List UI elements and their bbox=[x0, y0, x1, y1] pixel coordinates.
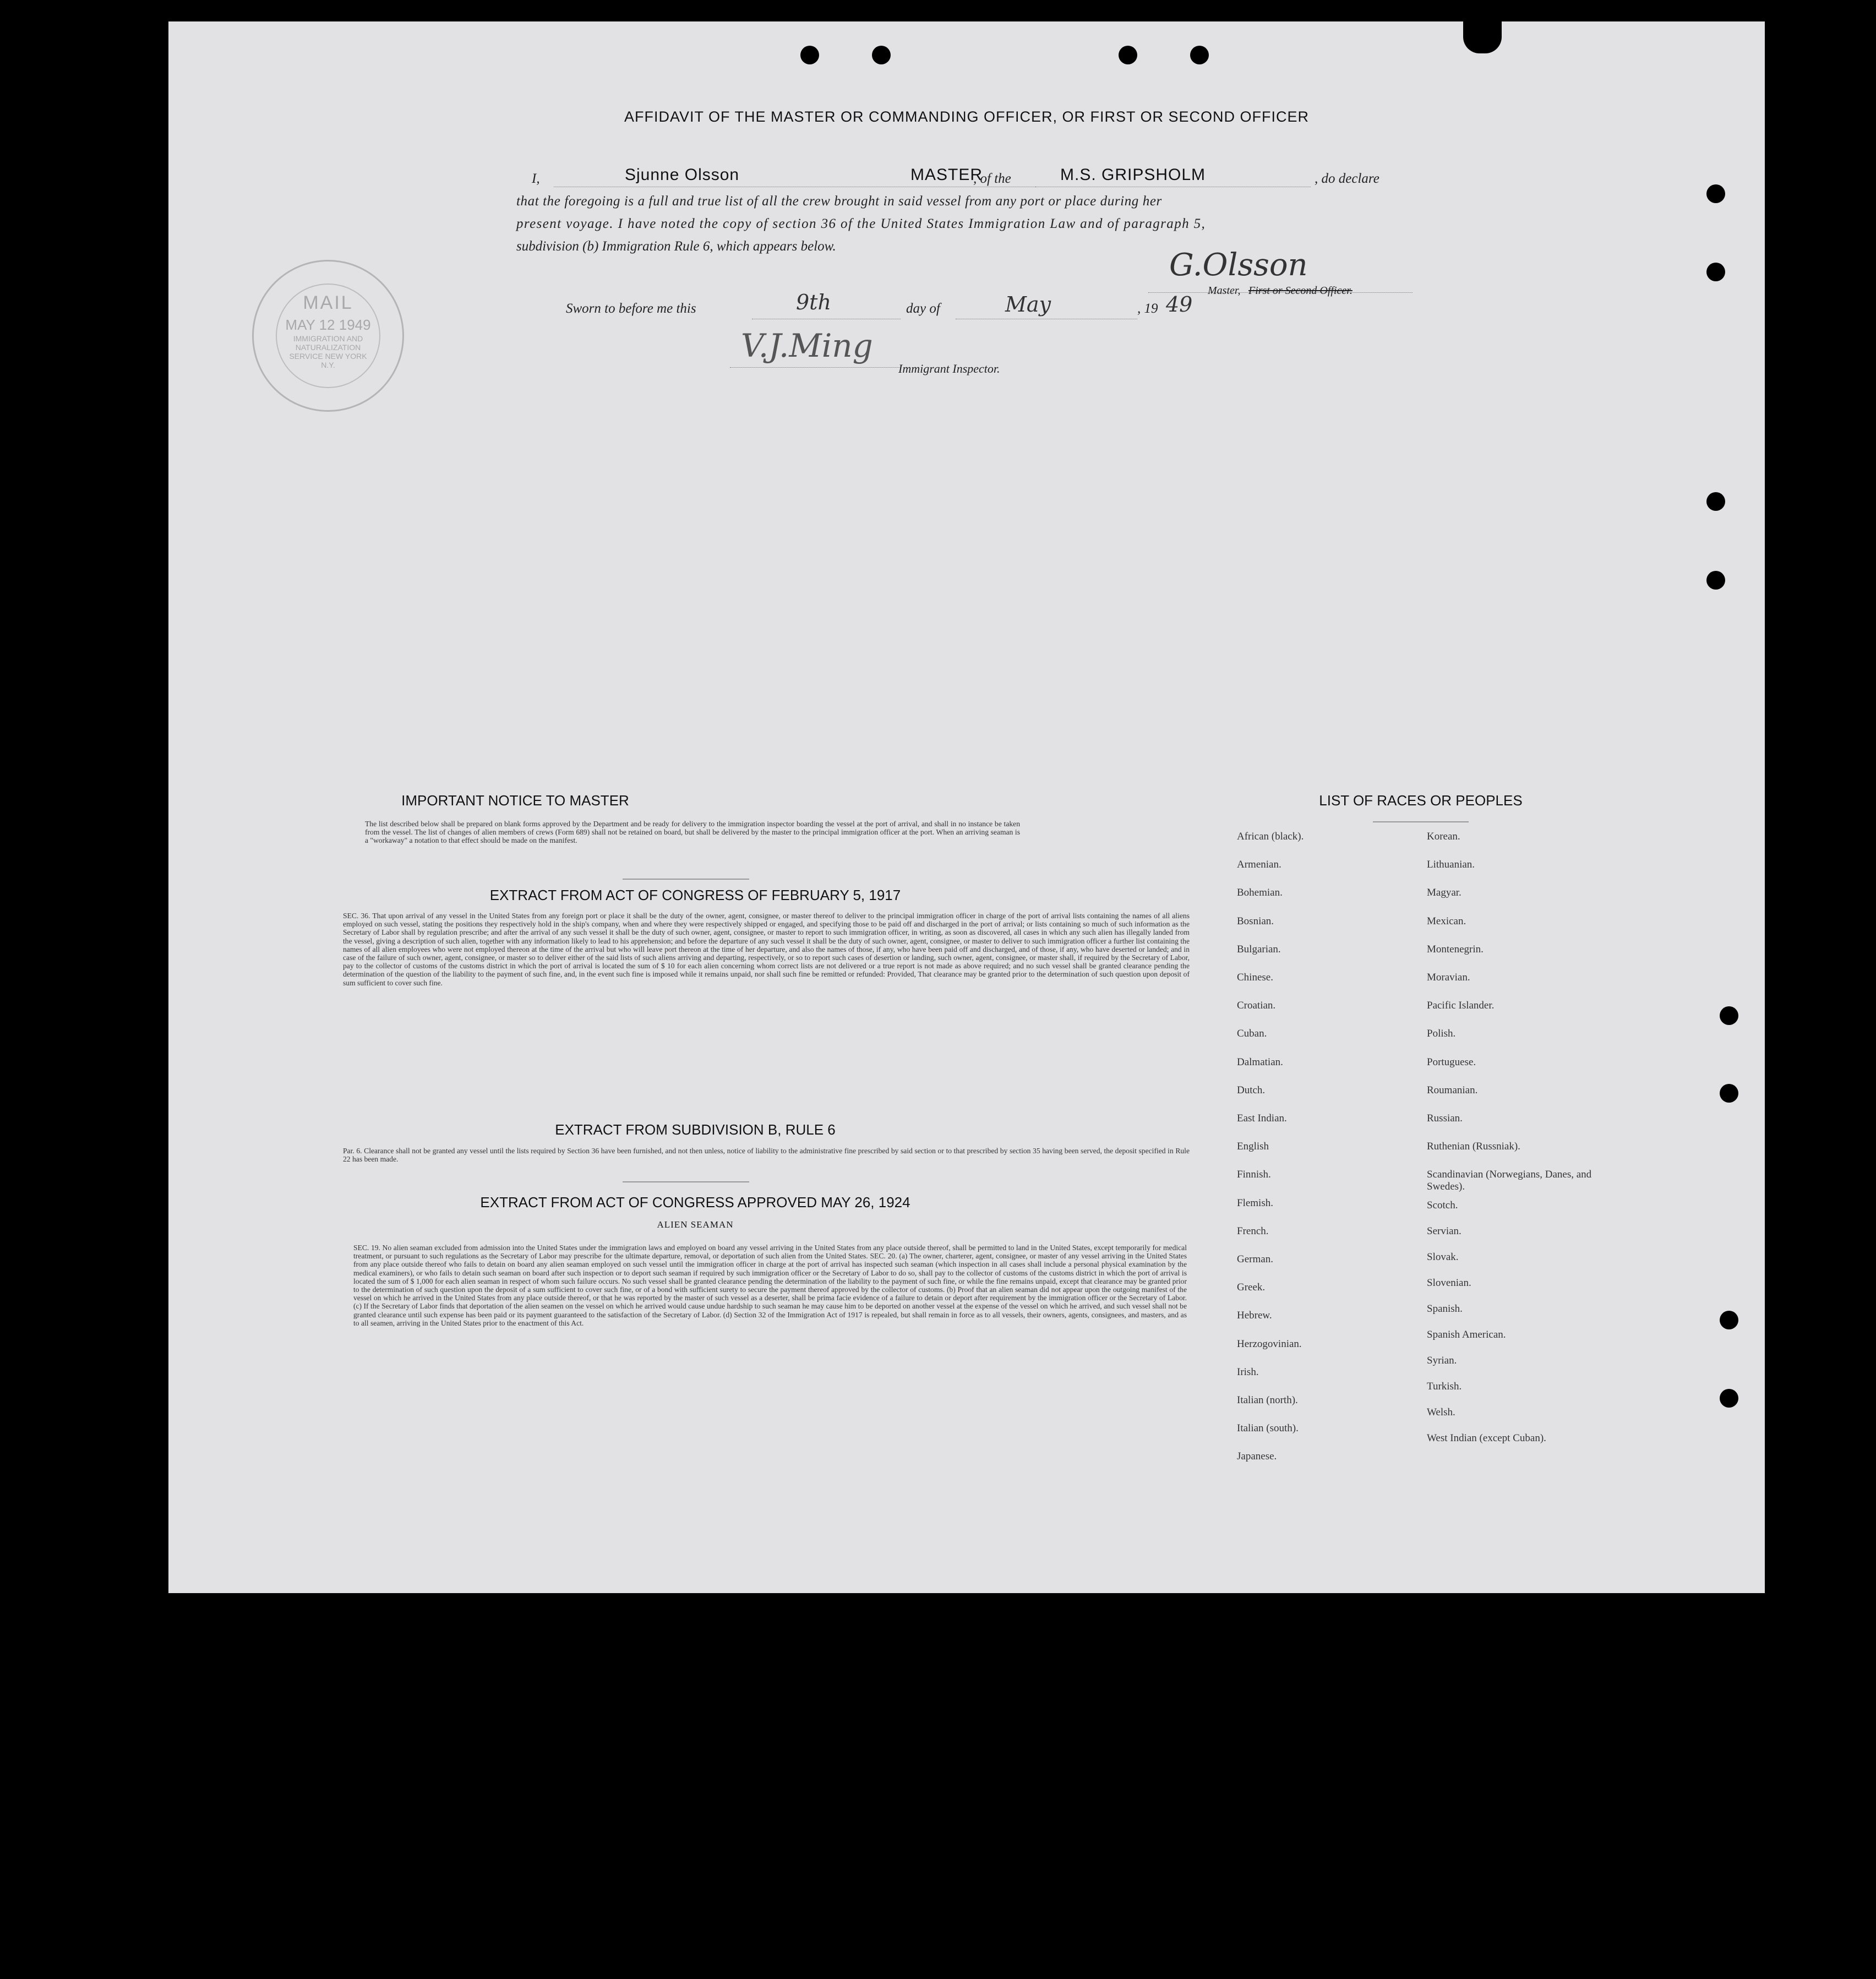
race-item: Moravian. bbox=[1427, 972, 1470, 983]
vessel-name: M.S. GRIPSHOLM bbox=[1060, 166, 1206, 184]
race-item: Montenegrin. bbox=[1427, 943, 1484, 955]
race-item: Italian (south). bbox=[1237, 1422, 1299, 1435]
sworn-label: Sworn to before me this bbox=[566, 301, 696, 316]
extract-1924-title: EXTRACT FROM ACT OF CONGRESS APPROVED MAY 26, 1924 bbox=[480, 1194, 910, 1211]
punch-hole bbox=[1706, 184, 1725, 203]
punch-hole bbox=[1119, 46, 1137, 64]
race-item: Russian. bbox=[1427, 1113, 1463, 1124]
race-item: Roumanian. bbox=[1427, 1084, 1478, 1096]
race-item: Flemish. bbox=[1237, 1197, 1273, 1209]
race-item: Chinese. bbox=[1237, 972, 1273, 983]
race-item: German. bbox=[1237, 1253, 1273, 1265]
race-item: English bbox=[1237, 1141, 1269, 1153]
punch-hole bbox=[1720, 1084, 1738, 1103]
of-the-label: , of the bbox=[973, 171, 1011, 186]
year-suffix: 49 bbox=[1166, 292, 1193, 317]
punch-hole bbox=[1190, 46, 1209, 64]
race-item: Japanese. bbox=[1237, 1451, 1277, 1463]
master-rank: MASTER bbox=[910, 166, 983, 184]
affidavit-title: AFFIDAVIT OF THE MASTER OR COMMANDING OFFICER, OR FIRST OR SECOND OFFICER bbox=[624, 108, 1310, 125]
race-item: Mexican. bbox=[1427, 915, 1466, 927]
race-item: Finnish. bbox=[1237, 1169, 1271, 1181]
race-item: Croatian. bbox=[1237, 1000, 1276, 1012]
races-title: LIST OF RACES OR PEOPLES bbox=[1319, 792, 1523, 809]
inspector-signature: V.J.Ming bbox=[741, 327, 873, 364]
race-item: Slovak. bbox=[1427, 1251, 1459, 1263]
day-of-label: day of bbox=[906, 301, 940, 316]
affidavit-line-2: that the foregoing is a full and true list of all the crew brought in said vessel from any port or place during her bbox=[516, 194, 1162, 209]
punch-hole bbox=[1720, 1006, 1738, 1025]
race-item: Scotch. bbox=[1427, 1200, 1458, 1212]
race-item: French. bbox=[1237, 1225, 1269, 1237]
punch-hole bbox=[1720, 1311, 1738, 1329]
race-item: Italian (north). bbox=[1237, 1394, 1298, 1406]
document-page bbox=[168, 21, 1765, 1593]
race-item: African (black). bbox=[1237, 831, 1304, 842]
extract-1917-title: EXTRACT FROM ACT OF CONGRESS OF FEBRUARY 5, 1917 bbox=[489, 887, 901, 903]
race-item: Scandinavian (Norwegians, Danes, and Swedes). bbox=[1427, 1169, 1592, 1193]
race-item: Cuban. bbox=[1237, 1028, 1267, 1040]
race-item: Lithuanian. bbox=[1427, 859, 1475, 871]
race-item: Bohemian. bbox=[1237, 887, 1283, 899]
punch-hole bbox=[1706, 571, 1725, 590]
punch-hole bbox=[872, 46, 891, 64]
page-notch bbox=[1463, 20, 1502, 53]
extract-1924-text: SEC. 19. No alien seaman excluded from admission into the United States under the immigration laws and employed on board any vessel arriving in the United States from any place outside thereof, shall be permitted to land in the United States, except temporarily for medical treatment, or pursuant to such regulations as the Secretary of Labor may prescribe for the ultimate departure, removal, or deportation of such alien from the United States. SEC. 20. (a) The owner, charterer, agent, consignee, or master of any vessel arriving in the United States from any place outside thereof who fails to detain on board any alien seaman employed on such vessel until the immigration officer in charge at the port of arrival has inspected such seaman (which inspection in all cases shall include a personal physical examination by the medical examiners), or who fails to detain such seaman on board after such inspection or to deport such seaman if required by such immigration officer or the Secretary of Labor to do so, shall pay to the collector of customs of the customs district in which the port of arrival is located the sum of $ 1,000 for each alien seaman in respect of whom such failure occurs. No such vessel shall be granted clearance pending the determination of the liability to the payment of such fine, or while the fine remains unpaid, except that clearance may be granted prior to the determination of such question upon the deposit of a sum sufficient to cover such fine, or of a bond with sufficient surety to secure the payment thereof approved by the collector of customs. (b) Proof that an alien seaman did not appear upon the outgoing manifest of the vessel on which he arrived in the United States from any place outside thereof, or that he was reported by the master of such vessel as a deserter, shall be prima facie evidence of a failure to detain or deport after requirement by the immigration officer or the Secretary of Labor. (c) If the Secretary of Labor finds that deportation of the alien seamen on the vessel on which he arrived would cause undue hardship to such seaman he may cause him to be deported on another vessel at the expense of the vessel on which he arrived, and such vessel shall not be granted clearance until such expense has been paid or its payment guaranteed to the satisfaction of the Secretary of Labor. (d) Section 32 of the Immigration Act of 1917 is repealed, but shall remain in force as to all vessels, their owners, agents, consignees, and masters, and as to all seamen, arriving in the United States prior to the enactment of this Act. bbox=[353, 1244, 1187, 1327]
master-name: Sjunne Olsson bbox=[625, 166, 740, 184]
race-item: Bulgarian. bbox=[1237, 943, 1281, 955]
race-item: Ruthenian (Russniak). bbox=[1427, 1141, 1520, 1153]
race-item: Dutch. bbox=[1237, 1084, 1266, 1096]
extract-rule6-text: Par. 6. Clearance shall not be granted any vessel until the lists required by Section 36 have been furnished, and not then unless, notice of liability to the administrative fine prescribed by said section or to that prescribed by section 35 having been served, the deposit specified in Rule 22 has been made. bbox=[343, 1147, 1190, 1164]
affidavit-line-4: subdivision (b) Immigration Rule 6, which appears below. bbox=[516, 239, 836, 254]
race-item: East Indian. bbox=[1237, 1113, 1287, 1124]
race-item: Pacific Islander. bbox=[1427, 1000, 1495, 1012]
mail-postmark-stamp bbox=[252, 260, 404, 412]
stamp-date: MAY 12 1949 bbox=[285, 317, 371, 333]
notice-title: IMPORTANT NOTICE TO MASTER bbox=[401, 792, 629, 809]
punch-hole bbox=[800, 46, 819, 64]
race-item: Herzogovinian. bbox=[1237, 1338, 1302, 1350]
affidavit-i-label: I, bbox=[532, 171, 540, 186]
master-label: Master, bbox=[1208, 285, 1241, 297]
race-item: Greek. bbox=[1237, 1282, 1266, 1294]
race-item: Turkish. bbox=[1427, 1381, 1462, 1393]
race-item: West Indian (except Cuban). bbox=[1427, 1432, 1546, 1444]
extract-1917-text: SEC. 36. That upon arrival of any vessel in the United States from any foreign port or place it shall be the duty of the owner, agent, consignee, or master thereof to deliver to the principal immigration officer in charge of the port of arrival lists containing the names of all aliens employed on such vessel, stating the positions they respectively hold in the ship's company, when and where they were respectively shipped or engaged, and specifying those to be paid off and discharged in the port of arrival; or lists containing so much of such information as the Secretary of Labor shall by regulation prescribe; and after the arrival of any such vessel it shall be the duty of such owner, agent, consignee, or master to report to such immigration officer, in writing, as soon as discovered, all cases in which any such alien has illegally landed from the vessel, giving a description of such alien, together with any information likely to lead to his apprehension; and before the departure of any such vessel it shall be the duty of such owner, agent, consignee, or master to deliver to such immigration officer a further list containing the names of all alien employees who were not employed thereon at the time of the arrival but who will leave port thereon at the time of her departure, and also the names of those, if any, who have been paid off and discharged, and of those, if any, who have deserted or landed; and in case of the failure of such owner, agent, consignee, or master so to deliver either of the said lists of such aliens arriving and departing, respectively, or so to report such cases of desertion or landing, such owner, agent, consignee, or master shall, if required by the Secretary of Labor, pay to the collector of customs of the customs district in which the port of arrival is located the sum of $ 10 for each alien concerning whom correct lists are not delivered or a true report is not made as above required; and no such vessel shall be granted clearance pending the determination of the question of the liability to the payment of such fine, and, in the event such fine is imposed while it remains unpaid, nor shall such fine be remitted or refunded: Provided, That clearance may be granted prior to the determination of such question upon deposit of sum sufficient to cover such fine. bbox=[343, 912, 1190, 987]
race-item: Magyar. bbox=[1427, 887, 1461, 899]
punch-hole bbox=[1720, 1389, 1738, 1408]
extract-1924-subtitle: ALIEN SEAMAN bbox=[657, 1219, 734, 1230]
struck-officer-label: First or Second Officer. bbox=[1248, 285, 1353, 297]
race-item: Portuguese. bbox=[1427, 1056, 1476, 1068]
inspector-underline bbox=[730, 367, 901, 368]
race-item: Slovenian. bbox=[1427, 1277, 1471, 1289]
race-item: Servian. bbox=[1427, 1225, 1461, 1237]
race-item: Bosnian. bbox=[1237, 915, 1274, 927]
race-item: Spanish. bbox=[1427, 1303, 1463, 1315]
notice-text: The list described below shall be prepared on blank forms approved by the Department and be ready for delivery to the immigration inspector boarding the vessel at the port of arrival, and shall in no instance be taken from the vessel. The list of changes of alien members of crews (Form 689) shall not be retained on board, but shall be delivered by the master to the principal immigration officer at the port. When an arriving seaman is a "workaway" a notation to that effect should be made on the manifest. bbox=[365, 820, 1020, 845]
race-item: Armenian. bbox=[1237, 859, 1281, 871]
punch-hole bbox=[1706, 263, 1725, 281]
stamp-mail: MAIL bbox=[303, 292, 353, 313]
race-item: Korean. bbox=[1427, 831, 1460, 842]
races-divider bbox=[1373, 821, 1469, 822]
affidavit-line-3: present voyage. I have noted the copy of section 36 of the United States Immigration Law and of paragraph 5, bbox=[516, 216, 1206, 231]
race-item: Spanish American. bbox=[1427, 1329, 1506, 1341]
race-item: Dalmatian. bbox=[1237, 1056, 1283, 1068]
race-item: Hebrew. bbox=[1237, 1310, 1272, 1322]
year-prefix: , 19 bbox=[1137, 301, 1158, 316]
notice-divider bbox=[623, 879, 749, 880]
sworn-month: May bbox=[1005, 292, 1051, 317]
race-item: Polish. bbox=[1427, 1028, 1456, 1040]
master-signature: G.Olsson bbox=[1169, 247, 1308, 283]
rule6-divider bbox=[623, 1181, 749, 1182]
inspector-label: Immigrant Inspector. bbox=[898, 362, 1000, 375]
extract-rule6-title: EXTRACT FROM SUBDIVISION B, RULE 6 bbox=[555, 1121, 836, 1138]
do-declare-label: , do declare bbox=[1315, 171, 1379, 186]
race-item: Irish. bbox=[1237, 1366, 1259, 1378]
race-item: Welsh. bbox=[1427, 1406, 1455, 1419]
race-item: Syrian. bbox=[1427, 1355, 1457, 1367]
sworn-day: 9th bbox=[796, 290, 831, 314]
punch-hole bbox=[1706, 492, 1725, 511]
stamp-agency: IMMIGRATION AND NATURALIZATION SERVICE NEW YORK N.Y. bbox=[289, 334, 367, 369]
